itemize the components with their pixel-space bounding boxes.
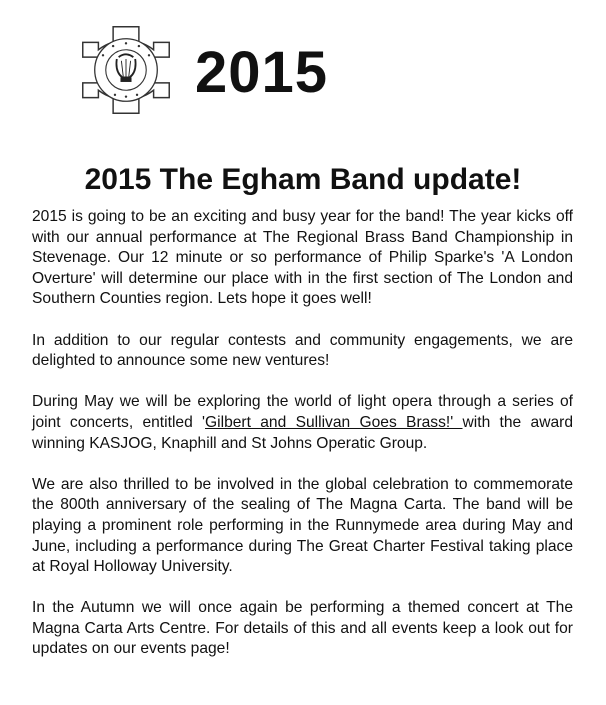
paragraph-light-opera xyxy=(32,392,573,454)
page-header xyxy=(0,0,606,120)
paragraph-intro: 2015 is going to be an exciting and busy year for the band! The year kicks off with our annual performance at The Regional Brass Band Championship in Stevenage. Our 12 minute or so performance of Philip Sparke's 'A London Overture' will determine our place with in the first section of The London and Southern Counties region. Lets hope it goes well! xyxy=(32,208,573,308)
page-title: 2015 The Egham Band update! xyxy=(84,163,522,197)
header-year: 2015 xyxy=(195,40,329,105)
paragraph-new-ventures: In addition to our regular contests and community engagements, we are delighted to announce some new ventures! xyxy=(32,331,573,370)
paragraph-autumn-concert: In the Autumn we will once again be performing a themed concert at The Magna Carta Arts Centre. For details of this and all events keep a look out for updates on our events page! xyxy=(32,599,573,658)
gilbert-sullivan-link[interactable]: Gilbert and Sullivan Goes Brass!' xyxy=(205,413,463,431)
paragraph-magna-carta: We are also thrilled to be involved in the global celebration to commemorate the 800th anniversary of the sealing of The Magna Carta. The band will be playing a prominent role performing in the Runnymede area during May and June, including a performance during The Great Charter Festival taking place at Royal Holloway University. xyxy=(32,475,573,576)
egham-band-crest-icon xyxy=(80,24,172,116)
article-body xyxy=(32,207,573,681)
paragraph-light-opera-text-2: with the award winning KASJOG, Knaphill and St Johns Operatic Group. xyxy=(32,413,573,452)
paragraph-light-opera-text-1: During May we will be exploring the world of light opera through a series of joint concerts, entitled ' xyxy=(32,393,573,431)
